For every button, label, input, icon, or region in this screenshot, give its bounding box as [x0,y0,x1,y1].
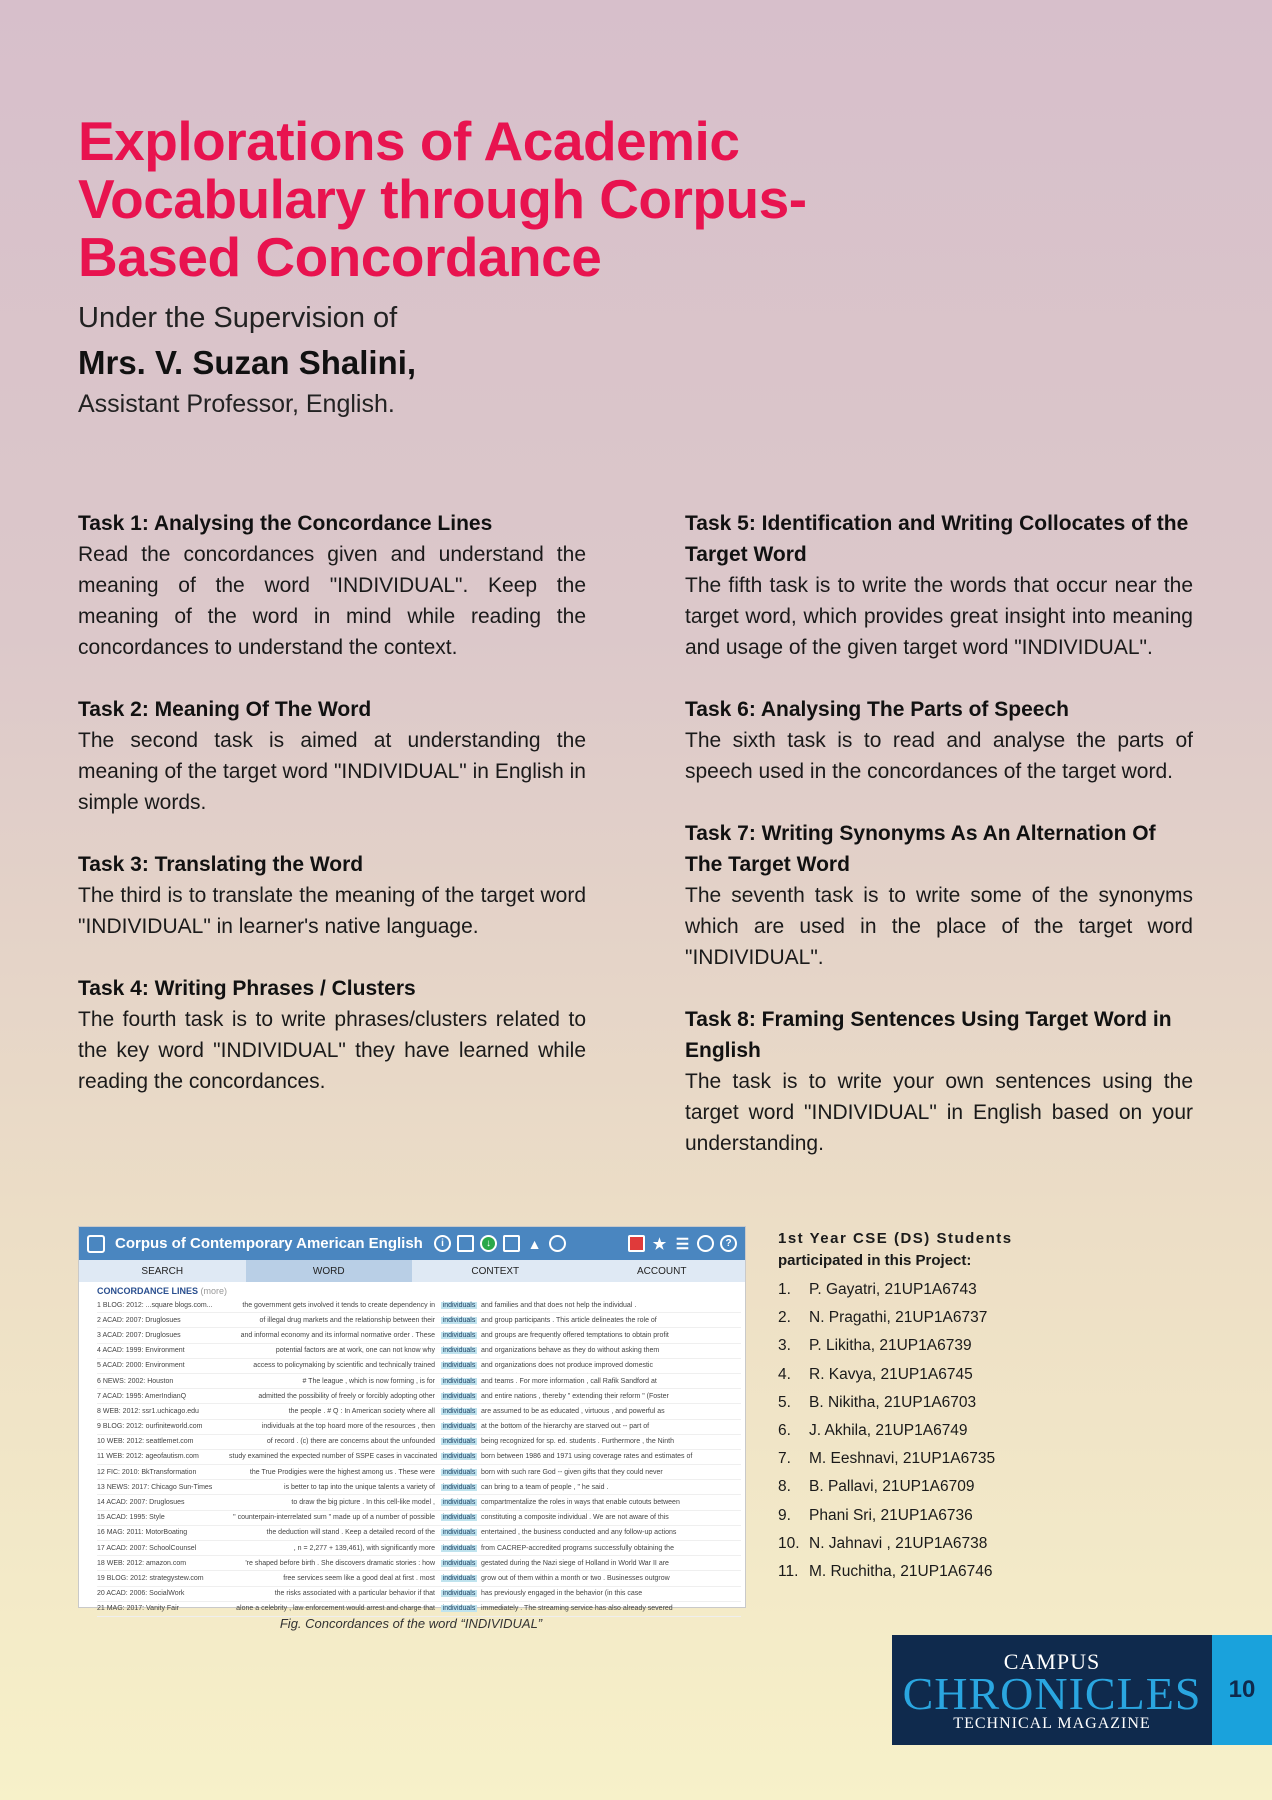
student-item [778,1361,1078,1389]
concordance-row[interactable] [97,1435,741,1450]
row-keyword[interactable]: individuals [442,1407,476,1415]
student-name: M. Eeshnavi, 21UP1A6735 [809,1450,996,1468]
row-source: 19 BLOG: 2012: strategystew.com [97,1574,204,1582]
row-keyword[interactable]: individuals [442,1392,476,1400]
row-keyword[interactable]: individuals [442,1423,476,1431]
student-number: 5. [778,1393,791,1411]
row-source: 2 ACAD: 2007: Druglosues [97,1316,181,1324]
concordance-row[interactable] [97,1344,741,1359]
row-left-context: free services seem like a good deal at first . most [283,1574,435,1582]
concordance-row[interactable] [97,1465,741,1480]
concordance-row[interactable] [97,1359,741,1374]
coca-toolbar [434,1235,737,1252]
row-keyword[interactable]: individuals [442,1483,476,1491]
row-source: 5 ACAD: 2000: Environment [97,1362,185,1370]
row-source: 8 WEB: 2012: ssr1.uchicago.edu [97,1407,199,1415]
student-number: 4. [778,1365,791,1383]
row-source: 4 ACAD: 1999: Environment [97,1347,185,1355]
tab-word[interactable]: WORD [246,1260,413,1282]
row-keyword[interactable]: individuals [442,1301,476,1309]
row-left-context: individuals at the top hoard more of the resources , then [261,1423,435,1431]
coca-tabs [79,1260,745,1282]
row-left-context: # The league , which is now forming , is for [302,1377,435,1385]
row-left-context: alone a celebrity , law enforcement would arrest and charge that [236,1605,435,1613]
row-left-context: the True Prodigies were the highest among us . These were [249,1468,435,1476]
row-left-context: admitted the possibility of freely or forcibly adopting other [258,1392,435,1400]
task-heading: Task 8: Framing Sentences Using Target Word in English [685,1008,1172,1062]
task-body: The fourth task is to write phrases/clusters related to the key word "INDIVIDUAL" they have learned while reading the concordances. [78,1008,586,1093]
row-source: 11 WEB: 2012: ageofautism.com [97,1453,199,1461]
row-keyword[interactable]: individuals [442,1499,476,1507]
row-left-context: , n = 2,277 + 139,461), with significantly more [293,1544,435,1552]
students-list [778,1276,1078,1586]
student-name: Phani Sri, 21UP1A6736 [809,1506,973,1524]
task-7 [685,818,1193,973]
student-item [778,1558,1078,1586]
concordance-row[interactable] [97,1556,741,1571]
students-block [778,1228,1078,1586]
row-left-context: the risks associated with a particular behavior if that [274,1590,435,1598]
student-item [778,1304,1078,1332]
student-name: B. Pallavi, 21UP1A6709 [809,1478,975,1496]
task-heading: Task 3: Translating the Word [78,853,364,876]
task-6 [685,694,1193,787]
star-icon[interactable]: ★ [652,1235,667,1253]
row-right-context: born between 1986 and 1971 using coverage rates and estimates of [481,1453,693,1461]
row-right-context: has previously engaged in the behavior (in this case [481,1590,643,1598]
row-source: 21 MAG: 2017: Vanity Fair [97,1605,179,1613]
row-right-context: and group participants . This article delineates the role of [481,1316,657,1324]
concordance-row[interactable] [97,1541,741,1556]
tab-account[interactable]: ACCOUNT [637,1265,687,1277]
row-left-context: the deduction will stand . Keep a detailed record of the [266,1529,435,1537]
row-keyword[interactable]: individuals [442,1514,476,1522]
task-body: The second task is aimed at understanding the meaning of the target word "INDIVIDUAL" in English in simple words. [78,729,586,814]
user-icon[interactable] [628,1235,645,1252]
history-icon[interactable] [697,1235,714,1252]
task-heading: Task 5: Identification and Writing Collocates of the Target Word [685,512,1189,566]
row-source: 12 FIC: 2010: BkTransformation [97,1468,197,1476]
row-source: 17 ACAD: 2007: SchoolCounsel [97,1544,197,1552]
row-left-context: the government gets involved it tends to create dependency in [242,1301,435,1309]
student-number: 10. [778,1534,800,1552]
row-right-context: and entire nations , thereby " extending their reform " (Foster [481,1392,669,1400]
task-body: The fifth task is to write the words that occur near the target word, which provides great insight into meaning and usage of the given target word "INDIVIDUAL". [685,574,1193,659]
student-item [778,1332,1078,1360]
student-item [778,1417,1078,1445]
task-body: The task is to write your own sentences using the target word "INDIVIDUAL" in English based on your understanding. [685,1070,1193,1155]
row-right-context: constituting a composite individual . We are not aware of this [481,1514,669,1522]
concordance-row[interactable] [97,1420,741,1435]
row-source: 15 ACAD: 1995: Style [97,1514,165,1522]
concordance-row[interactable] [97,1526,741,1541]
info-icon[interactable]: i [434,1235,451,1252]
row-source: 16 MAG: 2011: MotorBoating [97,1529,188,1537]
row-source: 14 ACAD: 2007: Druglosues [97,1499,185,1507]
student-number: 2. [778,1309,791,1327]
concordance-row[interactable] [97,1450,741,1465]
student-name: N. Jahnavi , 21UP1A6738 [809,1534,988,1552]
row-right-context: and organizations does not produce improved domestic [481,1362,653,1370]
student-number: 3. [778,1337,791,1355]
figure-caption: Fig. Concordances of the word “INDIVIDUAL” [279,1616,543,1631]
row-left-context: " counterpain-interrelated sum " made up of a number of possible [233,1514,435,1522]
document-icon[interactable] [457,1235,474,1252]
concordance-row[interactable] [97,1313,741,1328]
row-left-context: is better to tap into the unique talents a variety of [284,1483,435,1491]
row-keyword[interactable]: individuals [442,1362,476,1370]
student-name: P. Gayatri, 21UP1A6743 [809,1281,977,1298]
student-name: J. Akhila, 21UP1A6749 [809,1422,968,1440]
row-right-context: and groups are frequently offered temptations to obtain profit [481,1331,669,1339]
tab-search[interactable]: SEARCH [141,1265,184,1277]
task-heading: Task 7: Writing Synonyms As An Alternation Of The Target Word [685,822,1156,876]
coca-header-bar [79,1227,745,1260]
concordance-rows [79,1298,745,1617]
row-keyword[interactable]: individuals [442,1377,476,1385]
bookmark-icon[interactable] [503,1235,520,1252]
row-right-context: born with such rare God -- given gifts that they could never [481,1468,663,1476]
row-right-context: and teams . For more information , call Rafik Sandford at [481,1377,657,1385]
row-left-context: of record . (c) there are concerns about the unfounded [266,1438,435,1446]
row-keyword[interactable]: individuals [442,1347,476,1355]
row-source: 1 BLOG: 2012: ...square blogs.com... [97,1301,213,1309]
row-keyword[interactable]: individuals [442,1605,476,1613]
row-right-context: immediately . The streaming service has also already severed [481,1605,673,1613]
external-link-icon[interactable] [87,1235,105,1253]
row-left-context: and informal economy and its informal normative order . These [240,1331,435,1339]
row-source: 18 WEB: 2012: amazon.com [97,1559,187,1567]
logo-line-technical: TECHNICAL MAGAZINE [953,1715,1151,1732]
row-source: 13 NEWS: 2017: Chicago Sun-Times [97,1483,213,1491]
row-keyword[interactable]: individuals [442,1574,476,1582]
task-1 [78,508,586,663]
row-source: 9 BLOG: 2012: ourfiniteworld.com [97,1423,203,1431]
more-link[interactable]: (more) [200,1286,228,1296]
tab-context[interactable]: CONTEXT [471,1265,520,1277]
row-left-context: study examined the expected number of SSPE cases in vaccinated [229,1453,438,1461]
row-left-context: potential factors are at work, one can not know why [275,1347,435,1355]
concordance-row[interactable] [97,1602,741,1617]
concordance-row[interactable] [97,1511,741,1526]
row-keyword[interactable]: individuals [442,1590,476,1598]
concordance-row[interactable] [97,1571,741,1586]
row-right-context: and families and that does not help the individual . [481,1301,637,1309]
concordance-row[interactable] [97,1404,741,1419]
article-title: Explorations of Academic Vocabulary through Corpus-Based Concordance [78,110,807,288]
tasks-right-column [685,508,1193,1159]
task-heading: Task 1: Analysing the Concordance Lines [78,512,493,535]
row-keyword[interactable]: individuals [442,1529,476,1537]
row-keyword[interactable]: individuals [442,1559,476,1567]
row-left-context: of illegal drug markets and the relationship between their [259,1316,435,1324]
row-source: 6 NEWS: 2002: Houston [97,1377,174,1385]
download-icon[interactable]: ↓ [480,1235,497,1252]
student-name: N. Pragathi, 21UP1A6737 [809,1309,988,1327]
museum-icon[interactable]: ▲ [527,1235,542,1252]
row-right-context: being recognized for sp. ed. students . Furthermore , the Ninth [481,1438,674,1446]
help-icon[interactable]: ? [720,1235,737,1252]
task-body: Read the concordances given and understand the meaning of the word "INDIVIDUAL". Keep the meaning of the word in mind while reading the concordances to understand the context. [78,543,586,659]
row-right-context: compartmentalize the roles in ways that enable cutouts between [481,1499,680,1507]
row-right-context: entertained , the business conducted and any follow-up actions [481,1529,677,1537]
row-right-context: at the bottom of the hierarchy are starved out -- part of [481,1423,650,1431]
task-8 [685,1004,1193,1159]
logo-line-chronicles: CHRONICLES [902,1668,1202,1719]
student-item [778,1502,1078,1530]
row-source: 10 WEB: 2012: seattlemet.com [97,1438,194,1446]
page-number: 10 [1212,1635,1272,1745]
task-body: The third is to translate the meaning of the target word "INDIVIDUAL" in learner's native language. [78,884,586,938]
concordance-row[interactable] [97,1298,741,1313]
task-2 [78,694,586,818]
student-name: P. Likitha, 21UP1A6739 [809,1337,972,1355]
task-body: The seventh task is to write some of the synonyms which are used in the place of the target word "INDIVIDUAL". [685,884,1193,969]
students-heading: 1st Year CSE (DS) Students [778,1230,1013,1247]
concordance-row[interactable] [97,1374,741,1389]
row-keyword[interactable]: individuals [442,1468,476,1476]
student-name: M. Ruchitha, 21UP1A6746 [809,1563,993,1581]
row-keyword[interactable]: individuals [442,1331,476,1339]
row-source: 3 ACAD: 2007: Druglosues [97,1331,181,1339]
student-number: 7. [778,1450,791,1468]
student-name: R. Kavya, 21UP1A6745 [809,1365,973,1383]
student-item [778,1389,1078,1417]
student-item [778,1530,1078,1558]
row-right-context: grow out of them within a month or two . Businesses outgrow [481,1574,670,1582]
row-right-context: can bring to a team of people , " he said . [481,1483,609,1491]
student-number: 9. [778,1506,791,1524]
row-left-context: access to policymaking by scientific and technically trained [253,1362,435,1370]
student-name: B. Nikitha, 21UP1A6703 [809,1393,977,1411]
concordance-row[interactable] [97,1328,741,1343]
supervisor-name: Mrs. V. Suzan Shalini, [78,344,417,381]
task-heading: Task 4: Writing Phrases / Clusters [78,977,416,1000]
coca-app-title: Corpus of Contemporary American English [115,1235,423,1252]
row-keyword[interactable]: individuals [442,1316,476,1324]
tasks-left-column [78,508,586,1097]
hexagon-icon[interactable] [549,1235,566,1252]
task-3 [78,849,586,942]
campus-chronicles-logo [892,1635,1212,1745]
row-source: 7 ACAD: 1995: AmerIndianQ [97,1392,187,1400]
concordance-label-text: CONCORDANCE LINES [97,1286,199,1296]
row-keyword[interactable]: individuals [442,1544,476,1552]
task-5 [685,508,1193,663]
student-number: 11. [778,1563,799,1581]
row-right-context: are assumed to be as educated , virtuous , and powerful as [481,1407,665,1415]
concordance-row[interactable] [97,1389,741,1404]
supervision-line: Under the Supervision of [78,302,398,334]
row-left-context: to draw the big picture . In this cell-like model , [291,1499,435,1507]
row-right-context: and organizations behave as they do without asking them [481,1347,660,1355]
logo-line-campus: CAMPUS [1003,1649,1101,1674]
task-heading: Task 6: Analysing The Parts of Speech [685,698,1069,721]
row-source: 20 ACAD: 2006: SocialWork [97,1590,185,1598]
row-right-context: gestated during the Nazi siege of Holland in World War II are [481,1559,669,1567]
row-left-context: 're shaped before birth . She discovers dramatic stories : how [245,1559,435,1567]
concordance-label [79,1282,745,1298]
concordance-row[interactable] [97,1480,741,1495]
student-item [778,1473,1078,1501]
task-body: The sixth task is to read and analyse the parts of speech used in the concordances of the target word. [685,729,1193,783]
task-4 [78,973,586,1097]
student-number: 8. [778,1478,791,1496]
row-keyword[interactable]: individuals [442,1438,476,1446]
row-left-context: the people . # Q : In American society where all [288,1407,435,1415]
concordance-row[interactable] [97,1495,741,1510]
coca-screenshot [78,1226,746,1613]
student-number: 6. [778,1422,791,1440]
task-heading: Task 2: Meaning Of The Word [78,698,372,721]
student-item [778,1445,1078,1473]
concordance-row[interactable] [97,1587,741,1602]
list-icon[interactable]: ☰ [675,1235,690,1253]
students-subheading: participated in this Project: [778,1252,972,1269]
student-number: 1. [778,1281,791,1298]
student-item [778,1276,1078,1304]
supervisor-role: Assistant Professor, English. [78,390,395,418]
row-right-context: from CACREP-accredited programs successfully obtaining the [481,1544,674,1552]
row-keyword[interactable]: individuals [442,1453,476,1461]
